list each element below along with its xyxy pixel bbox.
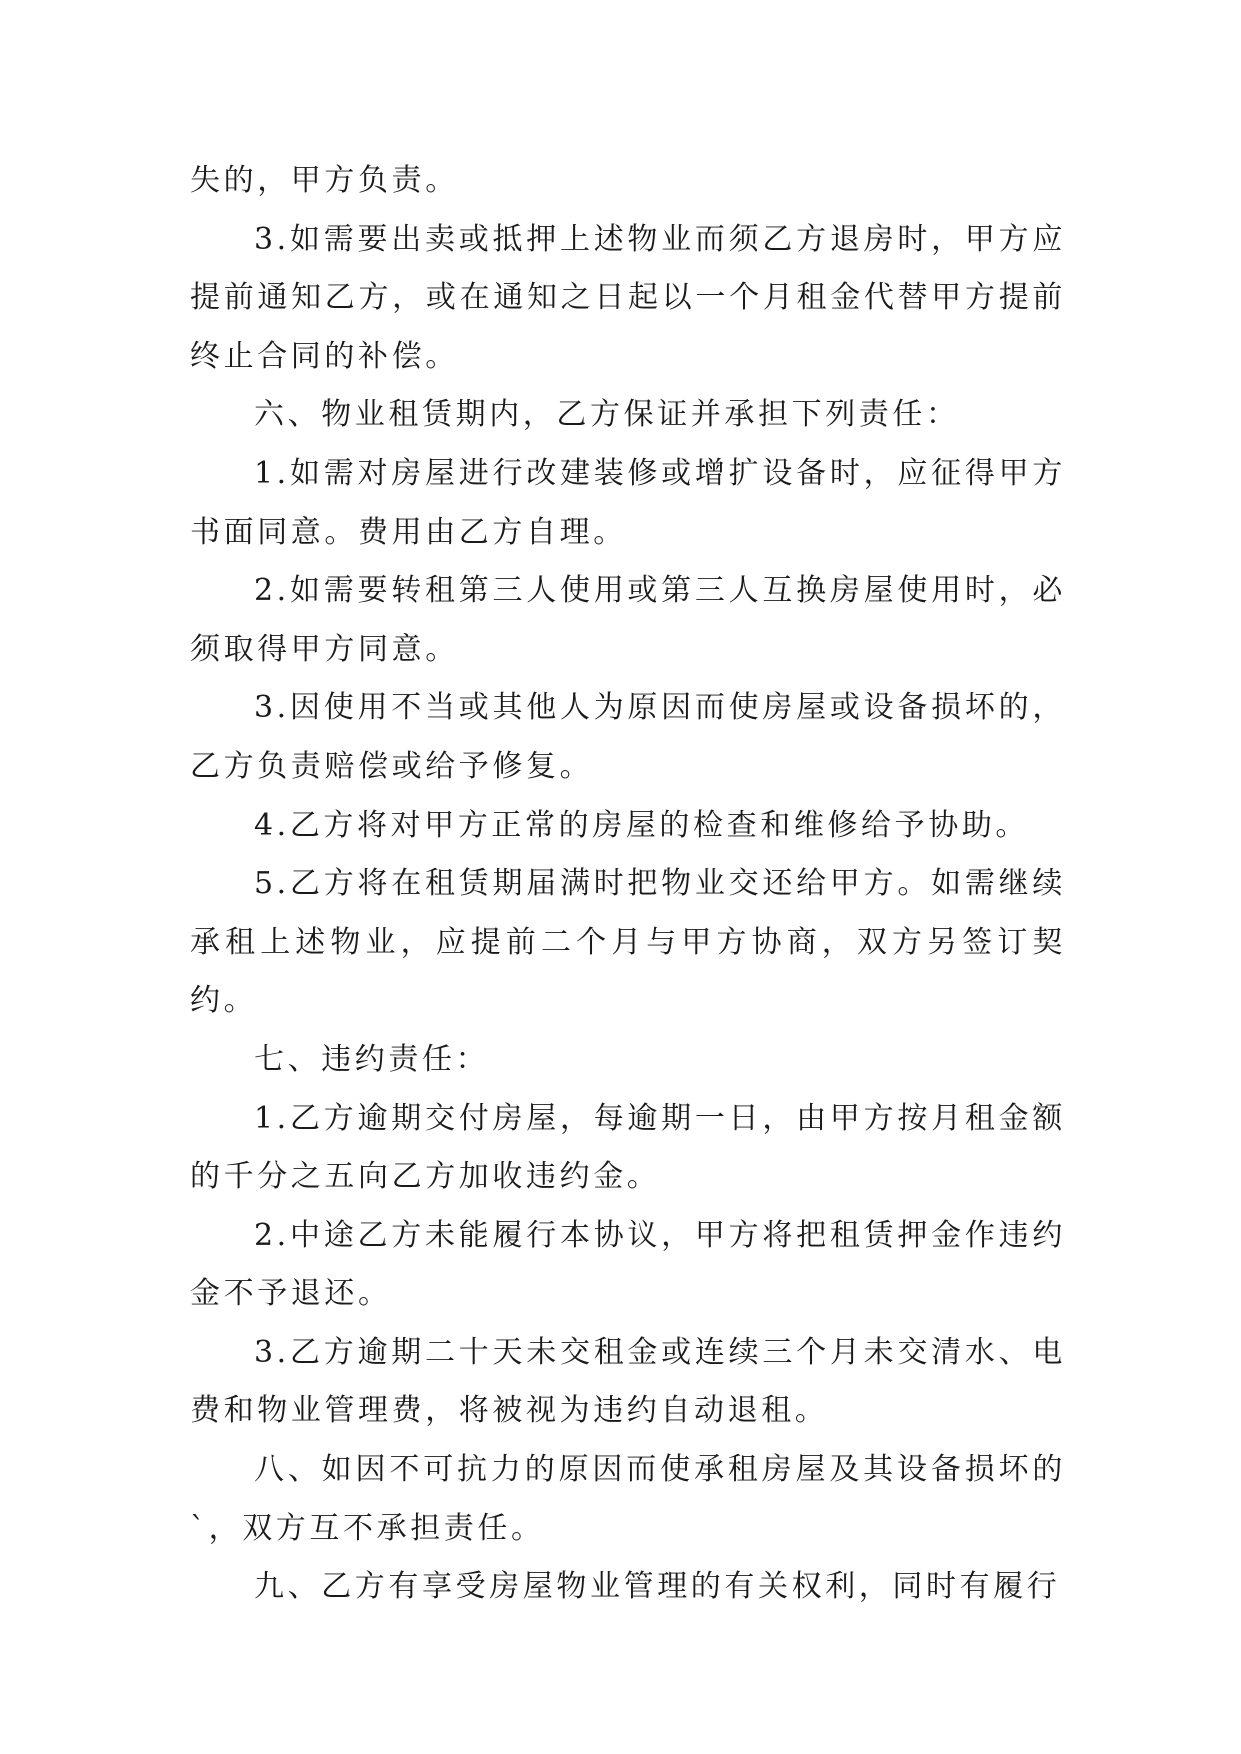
- section-heading: 七、违约责任：: [254, 1041, 490, 1077]
- paragraph: 2.如需要转租第三人使用或第三人互换房屋使用时，必须取得甲方同意。: [190, 573, 1066, 667]
- paragraph: 失的，甲方负责。: [190, 163, 459, 198]
- paragraph: 3.乙方逾期二十天未交租金或连续三个月未交清水、电费和物业管理费，将被视为违约自动退租。: [190, 1334, 1066, 1429]
- paragraph: 5.乙方将在租赁期届满时把物业交还给甲方。如需继续承租上述物业，应提前二个月与甲方协商，双方另签订契约。: [190, 866, 1066, 1019]
- section-heading: 六、物业租赁期内，乙方保证并承担下列责任：: [254, 397, 960, 433]
- paragraph: 3.如需要出卖或抵押上述物业而须乙方退房时，甲方应提前通知乙方，或在通知之日起以一个月租金代替甲方提前终止合同的补偿。: [190, 221, 1066, 374]
- paragraph: 4.乙方将对甲方正常的房屋的检查和维修给予协助。: [254, 807, 1030, 843]
- paragraph: 3.因使用不当或其他人为原因而使房屋或设备损坏的，乙方负责赔偿或给予修复。: [190, 690, 1066, 784]
- section-heading: 八、如因不可抗力的原因而使承租房屋及其设备损坏的`，双方互不承担责任。: [190, 1452, 1066, 1546]
- paragraph: 2.中途乙方未能履行本协议，甲方将把租赁押金作违约金不予退还。: [190, 1217, 1066, 1312]
- paragraph: 1.如需对房屋进行改建装修或增扩设备时，应征得甲方书面同意。费用由乙方自理。: [190, 455, 1066, 550]
- document-body: [190, 152, 1066, 1617]
- section-heading: 九、乙方有享受房屋物业管理的有关权利，同时有履行: [254, 1569, 1061, 1605]
- paragraph: 1.乙方逾期交付房屋，每逾期一日，由甲方按月租金额的千分之五向乙方加收违约金。: [190, 1100, 1066, 1195]
